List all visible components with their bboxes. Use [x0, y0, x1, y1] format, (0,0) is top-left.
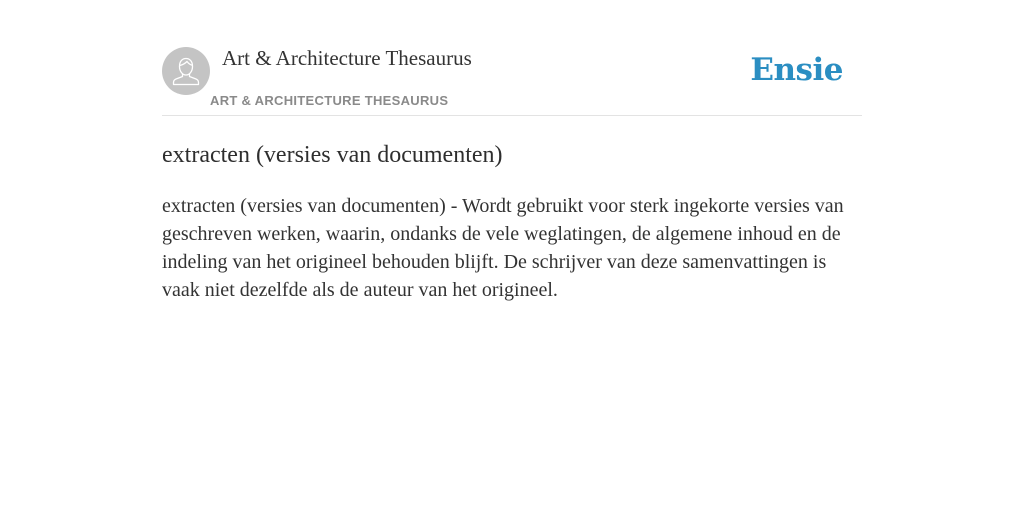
entry-title: extracten (versies van documenten)	[162, 142, 503, 168]
avatar[interactable]	[162, 47, 210, 95]
author-name[interactable]: Art & Architecture Thesaurus	[222, 46, 472, 70]
user-placeholder-icon	[162, 47, 210, 95]
brand-logo[interactable]: Ensie	[750, 52, 843, 88]
entry-body: extracten (versies van documenten) - Wordt gebruikt voor sterk ingekorte versies van geschreven werken, waarin, ondanks de vele weglatingen, de algemene inhoud en de indeling van het origineel behouden blijft. De schrijver van deze samenvattingen is vaak niet dezelfde als de auteur van het origineel.	[162, 195, 844, 301]
source-label[interactable]: ART & ARCHITECTURE THESAURUS	[210, 93, 449, 108]
header	[162, 0, 862, 116]
page	[162, 0, 862, 512]
